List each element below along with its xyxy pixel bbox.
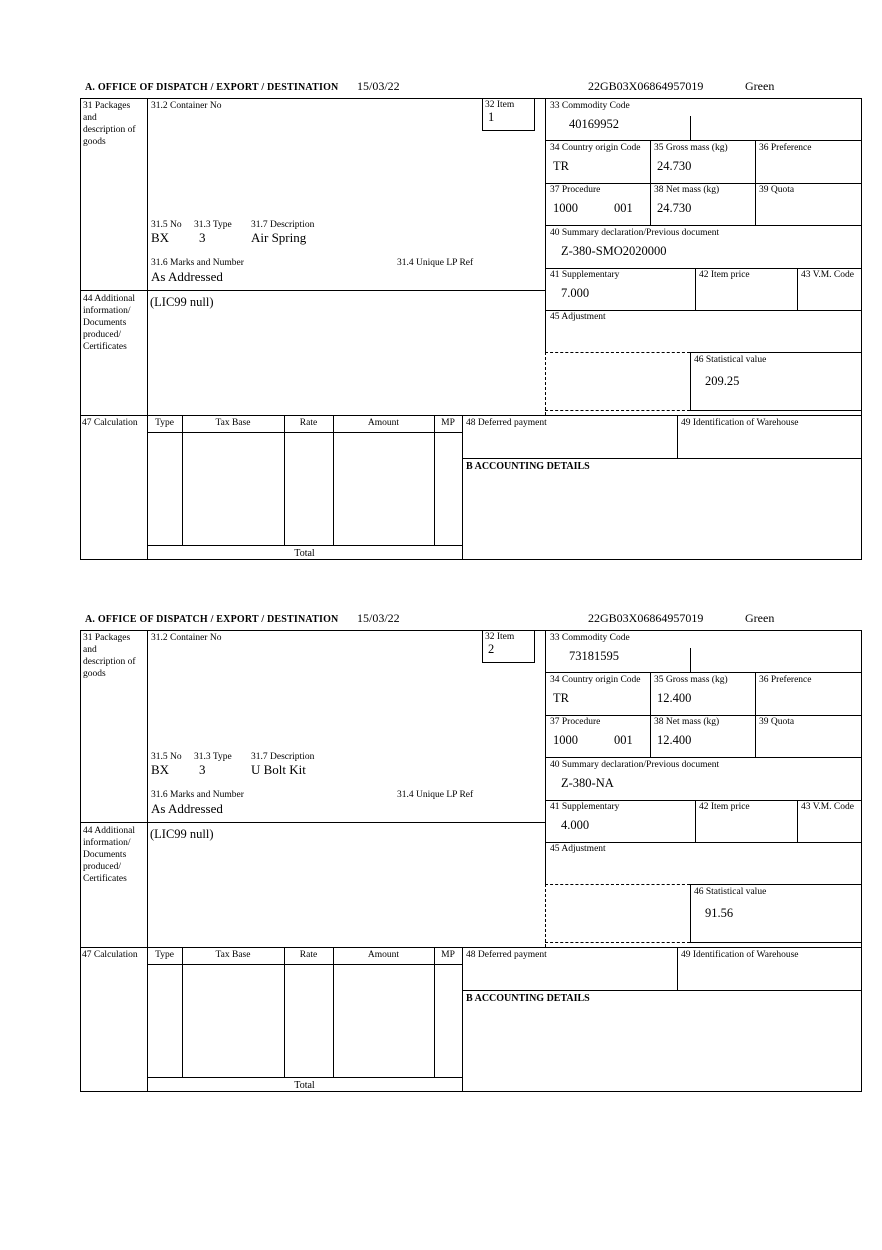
box40-previous-document-label: 40 Summary declaration/Previous document xyxy=(550,760,720,770)
grid-line xyxy=(545,800,862,801)
box32-item-label: 32 Item xyxy=(485,632,515,642)
goods-description-value: U Bolt Kit xyxy=(251,762,306,777)
grid-line-dashed xyxy=(545,942,690,943)
box45-adjustment-label: 45 Adjustment xyxy=(550,844,606,854)
procedure-value: 1000 xyxy=(553,201,578,215)
commodity-code-divider-line xyxy=(690,648,691,672)
box45-adjustment-label: 45 Adjustment xyxy=(550,312,606,322)
grid-line xyxy=(182,415,183,545)
box33-commodity-label: 33 Commodity Code xyxy=(550,101,630,111)
box42-item-price-label: 42 Item price xyxy=(699,270,750,280)
calc-total-label: Total xyxy=(294,548,315,559)
grid-line-dashed xyxy=(545,884,690,885)
sad-form-grid xyxy=(80,630,862,1092)
box40-previous-document-label: 40 Summary declaration/Previous document xyxy=(550,228,720,238)
grid-line xyxy=(80,98,81,560)
goods-description-value: Air Spring xyxy=(251,230,307,245)
previous-document-value: Z-380-NA xyxy=(561,776,614,790)
box31-5-no-label: 31.5 No xyxy=(151,752,182,762)
additional-info-value: (LIC99 null) xyxy=(150,295,214,309)
grid-line xyxy=(797,800,798,842)
box31-4-unique-lp-ref-label: 31.4 Unique LP Ref xyxy=(397,258,474,268)
country-origin-value: TR xyxy=(553,159,569,173)
calc-col-tax-base-header: Tax Base xyxy=(215,418,251,428)
box32-item-label: 32 Item xyxy=(485,100,515,110)
gross-mass-value: 24.730 xyxy=(657,159,692,173)
date-value: 15/03/22 xyxy=(357,611,400,625)
grid-line xyxy=(690,884,691,942)
box39-quota-label: 39 Quota xyxy=(759,185,795,195)
grid-line xyxy=(147,964,462,965)
commodity-code-divider-line xyxy=(690,116,691,140)
statistical-value: 91.56 xyxy=(705,906,734,920)
country-origin-value: TR xyxy=(553,691,569,705)
item-number-value: 1 xyxy=(488,110,495,124)
grid-line xyxy=(545,225,862,226)
grid-line xyxy=(434,415,435,545)
grid-line xyxy=(534,98,535,130)
box31-packages-label: 31 Packages and description of goods xyxy=(83,633,136,679)
routing-status-value: Green xyxy=(745,611,775,625)
net-mass-value: 12.400 xyxy=(657,733,692,747)
supplementary-units-value: 7.000 xyxy=(561,286,590,300)
calc-col-mp-header: MP xyxy=(441,418,455,428)
box33-commodity-label: 33 Commodity Code xyxy=(550,633,630,643)
grid-line xyxy=(545,842,862,843)
box37-procedure-label: 37 Procedure xyxy=(550,185,601,195)
grid-line xyxy=(147,630,148,1092)
grid-line xyxy=(482,98,483,130)
grid-line xyxy=(482,130,535,131)
box48-deferred-payment-label: 48 Deferred payment xyxy=(466,950,547,960)
procedure-extra-value: 001 xyxy=(614,733,633,747)
accounting-details-label: B ACCOUNTING DETAILS xyxy=(466,461,590,472)
procedure-extra-value: 001 xyxy=(614,201,633,215)
grid-line xyxy=(690,884,862,885)
grid-line xyxy=(545,183,862,184)
grid-line xyxy=(147,432,462,433)
net-mass-value: 24.730 xyxy=(657,201,692,215)
grid-line xyxy=(284,415,285,545)
grid-line-dashed xyxy=(545,352,546,415)
statistical-value: 209.25 xyxy=(705,374,740,388)
supplementary-units-value: 4.000 xyxy=(561,818,590,832)
grid-line xyxy=(147,545,462,546)
previous-document-value: Z-380-SMO2020000 xyxy=(561,244,667,258)
grid-line-dashed xyxy=(545,352,690,353)
grid-line xyxy=(462,415,463,560)
box47-calculation-label: 47 Calculation xyxy=(82,418,138,428)
mrn-reference-value: 22GB03X06864957019 xyxy=(588,79,704,93)
grid-line xyxy=(80,98,862,99)
box31-5-no-label: 31.5 No xyxy=(151,220,182,230)
item-number-value: 2 xyxy=(488,642,495,656)
box43-vm-code-label: 43 V.M. Code xyxy=(801,802,854,812)
grid-line xyxy=(462,990,862,991)
grid-line xyxy=(690,352,862,353)
box42-item-price-label: 42 Item price xyxy=(699,802,750,812)
packages-type-value: 3 xyxy=(199,230,206,245)
box31-4-unique-lp-ref-label: 31.4 Unique LP Ref xyxy=(397,790,474,800)
calc-col-type-header: Type xyxy=(155,950,174,960)
grid-line xyxy=(545,268,862,269)
marks-and-number-value: As Addressed xyxy=(151,801,223,816)
box43-vm-code-label: 43 V.M. Code xyxy=(801,270,854,280)
grid-line xyxy=(545,310,862,311)
grid-line xyxy=(545,140,862,141)
grid-line xyxy=(333,415,334,545)
grid-line xyxy=(861,98,862,560)
declaration-item-block xyxy=(80,78,862,560)
box37-procedure-label: 37 Procedure xyxy=(550,717,601,727)
box34-origin-label: 34 Country origin Code xyxy=(550,143,641,153)
grid-line xyxy=(147,98,148,560)
grid-line-dashed xyxy=(545,410,690,411)
additional-info-value: (LIC99 null) xyxy=(150,827,214,841)
grid-line xyxy=(80,415,862,416)
calc-total-label: Total xyxy=(294,1080,315,1091)
grid-line xyxy=(80,630,862,631)
grid-line xyxy=(545,672,862,673)
box36-preference-label: 36 Preference xyxy=(759,675,812,685)
calc-col-mp-header: MP xyxy=(441,950,455,960)
box38-net-mass-label: 38 Net mass (kg) xyxy=(654,185,720,195)
grid-line xyxy=(695,800,696,842)
calc-col-rate-header: Rate xyxy=(299,950,318,960)
gross-mass-value: 12.400 xyxy=(657,691,692,705)
grid-line xyxy=(284,947,285,1077)
box41-supplementary-label: 41 Supplementary xyxy=(550,802,620,812)
commodity-code-value: 40169952 xyxy=(569,117,619,131)
packages-number-value: BX xyxy=(151,230,170,245)
box31-6-marks-label: 31.6 Marks and Number xyxy=(151,790,244,800)
grid-line xyxy=(434,947,435,1077)
mrn-reference-value: 22GB03X06864957019 xyxy=(588,611,704,625)
grid-line xyxy=(695,268,696,310)
grid-line xyxy=(147,1077,462,1078)
box31-7-description-label: 31.7 Description xyxy=(251,752,315,762)
office-of-dispatch-label: A. OFFICE OF DISPATCH / EXPORT / DESTINATION xyxy=(85,82,339,93)
grid-line xyxy=(80,822,545,823)
calc-col-amount-header: Amount xyxy=(367,950,400,960)
grid-line xyxy=(690,410,862,411)
grid-line xyxy=(482,630,483,662)
grid-line xyxy=(80,947,862,948)
box35-gross-mass-label: 35 Gross mass (kg) xyxy=(654,143,728,153)
grid-line xyxy=(462,458,862,459)
declaration-item-block xyxy=(80,610,862,1092)
box49-warehouse-label: 49 Identification of Warehouse xyxy=(681,950,799,960)
box34-origin-label: 34 Country origin Code xyxy=(550,675,641,685)
grid-line xyxy=(333,947,334,1077)
box31-6-marks-label: 31.6 Marks and Number xyxy=(151,258,244,268)
accounting-details-label: B ACCOUNTING DETAILS xyxy=(466,993,590,1004)
box46-statistical-value-label: 46 Statistical value xyxy=(694,887,767,897)
box38-net-mass-label: 38 Net mass (kg) xyxy=(654,717,720,727)
grid-line xyxy=(534,630,535,662)
calc-col-tax-base-header: Tax Base xyxy=(215,950,251,960)
grid-line xyxy=(690,352,691,410)
grid-line xyxy=(690,942,862,943)
grid-line xyxy=(462,947,463,1092)
commodity-code-value: 73181595 xyxy=(569,649,619,663)
calc-col-amount-header: Amount xyxy=(367,418,400,428)
grid-line xyxy=(861,630,862,1092)
grid-line xyxy=(80,630,81,1092)
box47-calculation-label: 47 Calculation xyxy=(82,950,138,960)
packages-type-value: 3 xyxy=(199,762,206,777)
calc-col-type-header: Type xyxy=(155,418,174,428)
calc-col-rate-header: Rate xyxy=(299,418,318,428)
packages-number-value: BX xyxy=(151,762,170,777)
box44-additional-info-label: 44 Additional information/ Documents produced/ Certificates xyxy=(83,294,135,352)
grid-line xyxy=(677,947,678,990)
office-of-dispatch-label: A. OFFICE OF DISPATCH / EXPORT / DESTINATION xyxy=(85,614,339,625)
grid-line xyxy=(80,290,545,291)
box41-supplementary-label: 41 Supplementary xyxy=(550,270,620,280)
grid-line xyxy=(545,715,862,716)
procedure-value: 1000 xyxy=(553,733,578,747)
box31-2-container-label: 31.2 Container No xyxy=(151,633,222,643)
box48-deferred-payment-label: 48 Deferred payment xyxy=(466,418,547,428)
grid-line xyxy=(482,662,535,663)
box35-gross-mass-label: 35 Gross mass (kg) xyxy=(654,675,728,685)
grid-line xyxy=(677,415,678,458)
grid-line-dashed xyxy=(545,884,546,947)
grid-line xyxy=(182,947,183,1077)
marks-and-number-value: As Addressed xyxy=(151,269,223,284)
grid-line xyxy=(797,268,798,310)
box46-statistical-value-label: 46 Statistical value xyxy=(694,355,767,365)
box31-3-type-label: 31.3 Type xyxy=(194,220,232,230)
routing-status-value: Green xyxy=(745,79,775,93)
box39-quota-label: 39 Quota xyxy=(759,717,795,727)
box49-warehouse-label: 49 Identification of Warehouse xyxy=(681,418,799,428)
box31-2-container-label: 31.2 Container No xyxy=(151,101,222,111)
box44-additional-info-label: 44 Additional information/ Documents produced/ Certificates xyxy=(83,826,135,884)
sad-form-grid xyxy=(80,98,862,560)
box31-7-description-label: 31.7 Description xyxy=(251,220,315,230)
date-value: 15/03/22 xyxy=(357,79,400,93)
box36-preference-label: 36 Preference xyxy=(759,143,812,153)
grid-line xyxy=(545,757,862,758)
box31-3-type-label: 31.3 Type xyxy=(194,752,232,762)
box31-packages-label: 31 Packages and description of goods xyxy=(83,101,136,147)
